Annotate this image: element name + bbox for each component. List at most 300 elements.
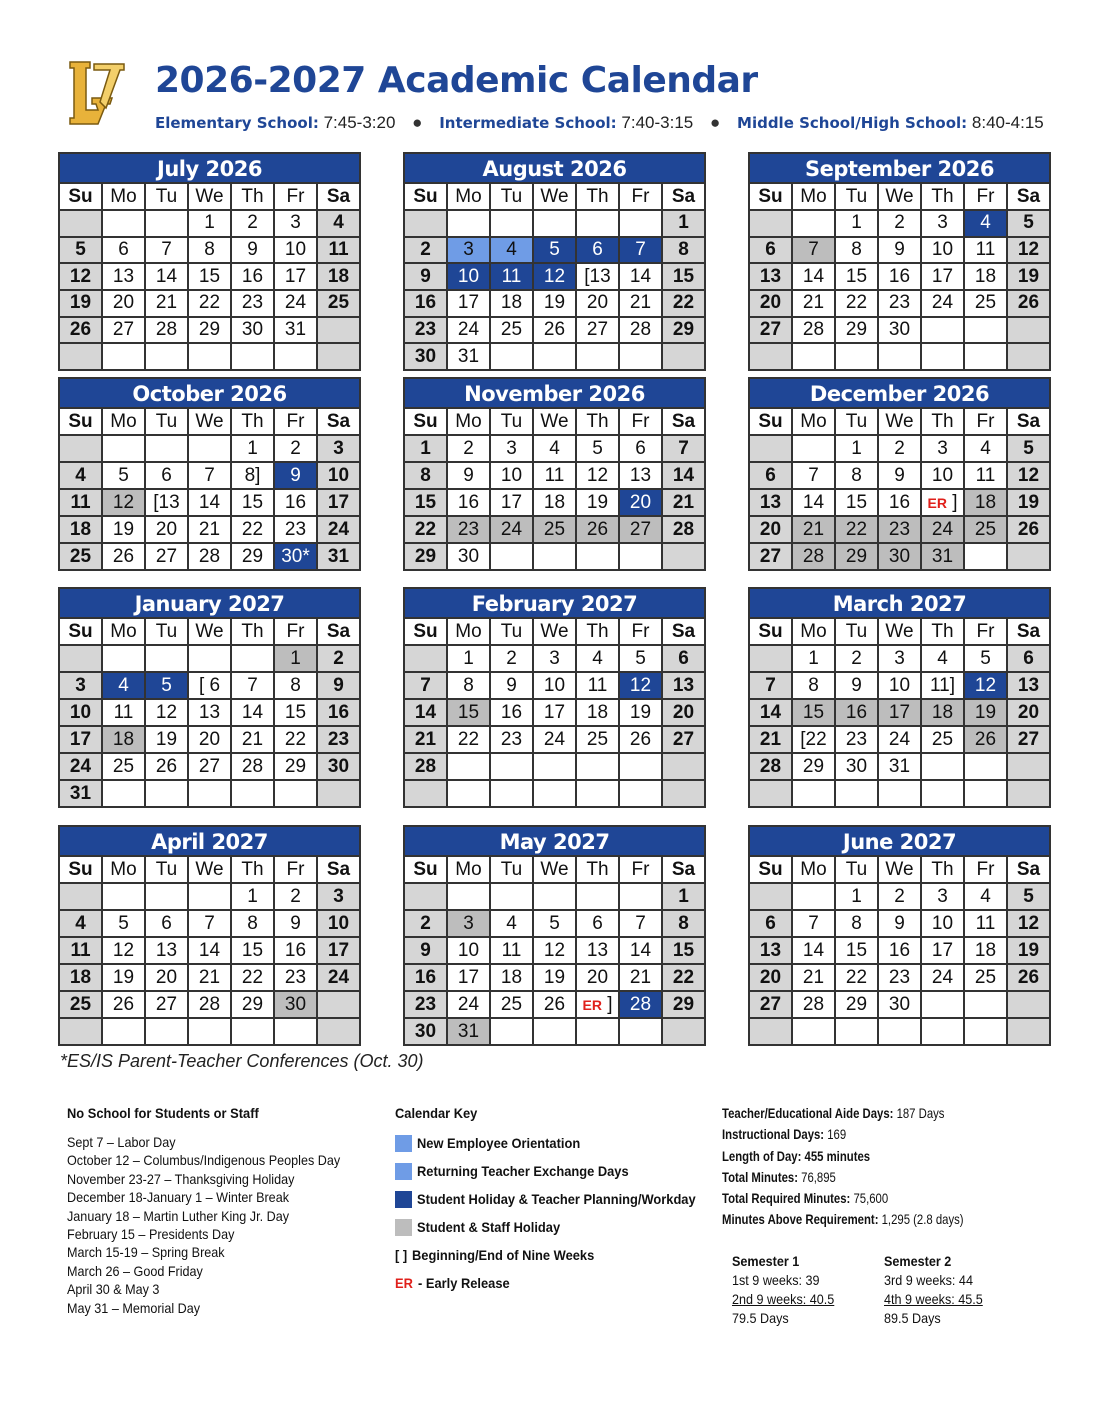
day-cell: 27 [102, 317, 145, 344]
day-cell: 24 [921, 516, 964, 543]
day-cell: 16 [274, 937, 317, 964]
day-header: Tu [145, 618, 188, 645]
day-cell: 24 [921, 290, 964, 317]
day-cell: 2 [878, 883, 921, 910]
day-cell [576, 210, 619, 237]
day-cell: 14 [404, 699, 447, 726]
day-header: Fr [619, 618, 662, 645]
day-cell: 11 [964, 237, 1007, 264]
day-cell: 18 [921, 699, 964, 726]
day-header: We [188, 183, 231, 210]
day-cell: 22 [404, 516, 447, 543]
day-cell: 2 [447, 435, 490, 462]
day-header: Tu [835, 408, 878, 435]
day-header: Fr [274, 618, 317, 645]
day-cell: 21 [792, 516, 835, 543]
day-cell: 5 [59, 237, 102, 264]
day-cell: 29 [274, 753, 317, 780]
day-cell: 29 [188, 317, 231, 344]
day-cell: 11 [533, 462, 576, 489]
day-cell: 28 [662, 516, 705, 543]
day-cell: 8 [662, 910, 705, 937]
day-cell: 2 [404, 237, 447, 264]
day-cell: 2 [274, 435, 317, 462]
day-cell [576, 780, 619, 807]
day-cell: 12 [964, 672, 1007, 699]
day-cell: 17 [533, 699, 576, 726]
day-cell [188, 1018, 231, 1045]
day-cell: 24 [447, 317, 490, 344]
day-cell [1007, 753, 1050, 780]
day-header: Mo [102, 183, 145, 210]
quarter-line: 1st 9 weeks: 39 [732, 1272, 820, 1288]
stat-value: 187 Days [896, 1105, 945, 1121]
day-cell: 26 [1007, 964, 1050, 991]
day-cell [576, 343, 619, 370]
month-8 [403, 587, 706, 808]
day-header: Fr [964, 856, 1007, 883]
day-cell: 1 [188, 210, 231, 237]
day-header: We [533, 856, 576, 883]
day-cell [533, 883, 576, 910]
day-cell: 21 [188, 964, 231, 991]
day-cell [792, 343, 835, 370]
day-header: Tu [145, 183, 188, 210]
day-cell: 6 [1007, 645, 1050, 672]
separator: ● [412, 113, 423, 132]
day-header: Fr [964, 183, 1007, 210]
day-cell: 1 [835, 883, 878, 910]
day-cell [145, 780, 188, 807]
day-cell: 4 [490, 237, 533, 264]
early-release-mark: ER [927, 494, 947, 511]
day-cell: 23 [878, 516, 921, 543]
day-cell: 29 [231, 543, 274, 570]
day-cell: 25 [59, 991, 102, 1018]
day-cell: 15 [447, 699, 490, 726]
day-cell: 22 [835, 516, 878, 543]
day-cell: 18 [59, 964, 102, 991]
day-cell: 29 [835, 317, 878, 344]
day-cell: 23 [447, 516, 490, 543]
day-cell [576, 883, 619, 910]
day-cell: 18 [317, 263, 360, 290]
day-header: Su [59, 408, 102, 435]
day-cell [188, 780, 231, 807]
day-header: Tu [145, 856, 188, 883]
day-cell [792, 780, 835, 807]
day-cell [749, 343, 792, 370]
day-cell: 17 [317, 937, 360, 964]
day-header: Th [231, 408, 274, 435]
day-cell: 6 [576, 910, 619, 937]
day-cell: 14 [792, 937, 835, 964]
day-cell: 15 [404, 489, 447, 516]
day-cell: 7 [619, 910, 662, 937]
day-header: We [533, 408, 576, 435]
day-cell: 13 [1007, 672, 1050, 699]
day-cell [749, 1018, 792, 1045]
day-cell: 28 [619, 317, 662, 344]
day-header: We [878, 856, 921, 883]
day-cell [533, 1018, 576, 1045]
day-cell [964, 543, 1007, 570]
day-header: Sa [1007, 618, 1050, 645]
day-cell: 1 [662, 883, 705, 910]
day-cell: 14 [619, 937, 662, 964]
quarter-line: 4th 9 weeks: 45.5 [884, 1291, 983, 1307]
day-cell: 15 [662, 937, 705, 964]
month-table [748, 617, 1051, 808]
day-cell: 2 [835, 645, 878, 672]
day-cell: 28 [749, 753, 792, 780]
day-cell: 27 [1007, 726, 1050, 753]
key-item [395, 1241, 720, 1269]
key-item [395, 1157, 720, 1185]
day-cell: 4 [921, 645, 964, 672]
day-cell: 18 [576, 699, 619, 726]
day-cell: 15 [792, 699, 835, 726]
school-label: Intermediate School: [439, 114, 617, 132]
day-cell: 10 [447, 263, 490, 290]
day-cell: 23 [878, 290, 921, 317]
day-cell: 30 [404, 343, 447, 370]
stat-label: Minutes Above Requirement: [722, 1211, 879, 1228]
day-cell: 5 [1007, 883, 1050, 910]
day-cell: 27 [749, 543, 792, 570]
day-cell [102, 343, 145, 370]
day-cell: 28 [792, 991, 835, 1018]
day-cell: 12 [533, 937, 576, 964]
day-cell: 11 [490, 263, 533, 290]
day-cell [921, 489, 964, 516]
day-cell: 7 [188, 462, 231, 489]
day-cell: 24 [317, 516, 360, 543]
day-cell: 20 [145, 964, 188, 991]
day-cell [792, 210, 835, 237]
semester-heading: Semester 1 [732, 1253, 800, 1269]
early-release-mark: ER [582, 996, 602, 1013]
day-cell: 9 [404, 937, 447, 964]
day-cell [619, 543, 662, 570]
day-cell [102, 210, 145, 237]
day-cell: 8 [447, 672, 490, 699]
day-cell [662, 780, 705, 807]
day-cell: 20 [576, 964, 619, 991]
day-cell: 5 [102, 462, 145, 489]
day-cell [749, 780, 792, 807]
day-cell: 26 [964, 726, 1007, 753]
day-cell: 10 [59, 699, 102, 726]
day-header: Su [59, 618, 102, 645]
day-header: Su [404, 183, 447, 210]
day-cell: 25 [576, 726, 619, 753]
month-title: March 2027 [748, 587, 1051, 617]
day-cell: 18 [964, 937, 1007, 964]
day-cell [404, 780, 447, 807]
day-header: Sa [662, 856, 705, 883]
calendar-key [395, 1105, 720, 1297]
day-cell: 28 [188, 991, 231, 1018]
day-cell: 18 [59, 516, 102, 543]
day-header: Sa [1007, 856, 1050, 883]
day-cell: 21 [619, 964, 662, 991]
day-cell: 8] [231, 462, 274, 489]
day-cell [749, 645, 792, 672]
stat-value: 169 [827, 1126, 847, 1143]
month-11 [403, 825, 706, 1046]
day-header: Fr [619, 856, 662, 883]
day-header: Su [749, 408, 792, 435]
school-logo [66, 58, 128, 130]
day-cell: 8 [404, 462, 447, 489]
day-cell: 2 [317, 645, 360, 672]
day-cell [964, 753, 1007, 780]
day-cell: 4 [964, 883, 1007, 910]
holiday-item: April 30 & May 3 [67, 1281, 160, 1298]
day-cell: 23 [274, 516, 317, 543]
day-cell: 26 [533, 317, 576, 344]
day-cell [878, 343, 921, 370]
key-item [395, 1213, 720, 1241]
month-9 [748, 587, 1051, 808]
day-cell [490, 543, 533, 570]
day-cell: 26 [533, 991, 576, 1018]
day-cell: 6 [576, 237, 619, 264]
day-cell: 7 [404, 672, 447, 699]
school-time: 7:40-3:15 [621, 113, 694, 132]
day-header: Sa [317, 618, 360, 645]
day-cell: 23 [404, 317, 447, 344]
day-cell [921, 317, 964, 344]
day-cell [145, 435, 188, 462]
day-cell: 11 [964, 910, 1007, 937]
day-cell: 11 [59, 937, 102, 964]
day-cell: 22 [188, 290, 231, 317]
day-cell: 25 [59, 543, 102, 570]
day-cell [619, 883, 662, 910]
day-header: Su [749, 856, 792, 883]
day-header: Fr [274, 183, 317, 210]
day-cell: 24 [59, 753, 102, 780]
day-cell: 6 [662, 645, 705, 672]
holiday-item: October 12 – Columbus/Indigenous Peoples Day [67, 1152, 341, 1169]
day-cell [749, 435, 792, 462]
month-table [58, 407, 361, 571]
day-cell: 9 [404, 263, 447, 290]
day-header: Fr [964, 408, 1007, 435]
day-cell [921, 991, 964, 1018]
day-cell: 2 [274, 883, 317, 910]
day-cell: 24 [533, 726, 576, 753]
day-cell: 23 [274, 964, 317, 991]
day-cell: 4 [533, 435, 576, 462]
day-cell: 16 [317, 699, 360, 726]
day-cell: 24 [317, 964, 360, 991]
key-label: Beginning/End of Nine Weeks [412, 1247, 595, 1263]
day-cell: 26 [59, 317, 102, 344]
day-cell: 17 [59, 726, 102, 753]
day-cell: 8 [835, 462, 878, 489]
day-cell: 13 [619, 462, 662, 489]
day-cell: 12 [102, 937, 145, 964]
day-cell: 30 [835, 753, 878, 780]
holiday-item: February 15 – Presidents Day [67, 1226, 235, 1243]
day-cell: 28 [619, 991, 662, 1018]
day-cell: 8 [662, 237, 705, 264]
day-cell [533, 543, 576, 570]
day-cell: 26 [102, 991, 145, 1018]
stat-value: 76,895 [801, 1168, 836, 1185]
day-cell: 22 [835, 964, 878, 991]
day-header: Sa [317, 856, 360, 883]
day-cell: 2 [490, 645, 533, 672]
month-10 [58, 825, 361, 1046]
day-header: We [533, 618, 576, 645]
day-cell [1007, 543, 1050, 570]
day-cell [533, 753, 576, 780]
month-7 [58, 587, 361, 808]
day-cell: 9 [274, 910, 317, 937]
stat-value: 455 minutes [804, 1147, 871, 1164]
day-cell [964, 317, 1007, 344]
day-cell: 1 [231, 883, 274, 910]
day-cell: 31 [878, 753, 921, 780]
day-cell: 28 [404, 753, 447, 780]
day-cell: 25 [964, 290, 1007, 317]
day-cell: 29 [792, 753, 835, 780]
day-cell: 21 [662, 489, 705, 516]
day-cell: 9 [317, 672, 360, 699]
day-cell: [22 [792, 726, 835, 753]
day-cell [59, 210, 102, 237]
day-cell: 12 [145, 699, 188, 726]
day-cell: 20 [145, 516, 188, 543]
day-cell [878, 780, 921, 807]
month-4 [58, 377, 361, 571]
month-table [748, 182, 1051, 371]
day-cell [1007, 343, 1050, 370]
day-cell: 27 [188, 753, 231, 780]
day-cell [490, 343, 533, 370]
day-cell: 18 [490, 964, 533, 991]
day-cell: 8 [792, 672, 835, 699]
day-cell: 16 [231, 263, 274, 290]
day-cell: 1 [662, 210, 705, 237]
no-school-section [67, 1105, 371, 1317]
day-cell: 14 [662, 462, 705, 489]
day-cell: 6 [102, 237, 145, 264]
stat-label: Total Minutes: [722, 1168, 799, 1185]
day-cell: 15 [231, 489, 274, 516]
day-cell [102, 1018, 145, 1045]
key-swatch [395, 1191, 412, 1208]
month-table [748, 855, 1051, 1046]
day-cell: 30 [447, 543, 490, 570]
day-cell: 3 [317, 883, 360, 910]
day-cell [490, 1018, 533, 1045]
day-cell [490, 883, 533, 910]
day-cell [59, 1018, 102, 1045]
day-cell: 30 [878, 317, 921, 344]
day-cell: 10 [878, 672, 921, 699]
day-cell [662, 1018, 705, 1045]
day-cell: 26 [619, 726, 662, 753]
day-header: Sa [317, 183, 360, 210]
day-cell [662, 543, 705, 570]
day-cell [231, 780, 274, 807]
day-cell: 17 [921, 937, 964, 964]
day-cell: 19 [533, 964, 576, 991]
day-header: We [878, 618, 921, 645]
day-cell [231, 1018, 274, 1045]
day-cell: 13 [576, 937, 619, 964]
day-cell: 7 [792, 910, 835, 937]
day-cell: 19 [102, 516, 145, 543]
day-cell [964, 780, 1007, 807]
stat-label: Teacher/Educational Aide Days: [722, 1105, 894, 1121]
day-cell: 19 [576, 489, 619, 516]
day-cell [1007, 317, 1050, 344]
day-cell: 8 [231, 910, 274, 937]
day-cell: 12 [619, 672, 662, 699]
day-cell [59, 645, 102, 672]
day-header: Tu [490, 183, 533, 210]
day-cell: 19 [59, 290, 102, 317]
day-header: Sa [662, 183, 705, 210]
day-cell: 13 [749, 263, 792, 290]
day-cell: 10 [490, 462, 533, 489]
stat-line [722, 1146, 964, 1167]
day-cell: 30 [317, 753, 360, 780]
day-cell: 5 [1007, 435, 1050, 462]
key-item [395, 1269, 720, 1297]
day-cell: [ 6 [188, 672, 231, 699]
day-cell [317, 1018, 360, 1045]
day-cell [274, 343, 317, 370]
day-cell: 4 [964, 435, 1007, 462]
day-header: Tu [835, 856, 878, 883]
day-cell: 30* [274, 543, 317, 570]
day-cell: 19 [102, 964, 145, 991]
day-cell: 27 [619, 516, 662, 543]
day-cell [792, 435, 835, 462]
key-swatch [395, 1219, 412, 1236]
semester-2 [884, 1252, 983, 1328]
day-cell: 29 [662, 317, 705, 344]
stat-label: Instructional Days: [722, 1126, 825, 1143]
month-table [58, 855, 361, 1046]
day-cell [145, 645, 188, 672]
month-title: May 2027 [403, 825, 706, 855]
day-header: Mo [447, 183, 490, 210]
day-header: Mo [102, 856, 145, 883]
day-cell: 16 [878, 937, 921, 964]
day-cell: 23 [317, 726, 360, 753]
month-1 [58, 152, 361, 371]
stat-label: Length of Day: [722, 1147, 802, 1164]
day-header: Th [921, 618, 964, 645]
day-cell: 4 [102, 672, 145, 699]
day-cell: 30 [878, 543, 921, 570]
day-cell [490, 780, 533, 807]
day-header: Th [576, 183, 619, 210]
month-title: October 2026 [58, 377, 361, 407]
page-title: 2026-2027 Academic Calendar [155, 60, 758, 101]
day-cell: 18 [490, 290, 533, 317]
day-header: Th [921, 183, 964, 210]
day-header: We [878, 408, 921, 435]
